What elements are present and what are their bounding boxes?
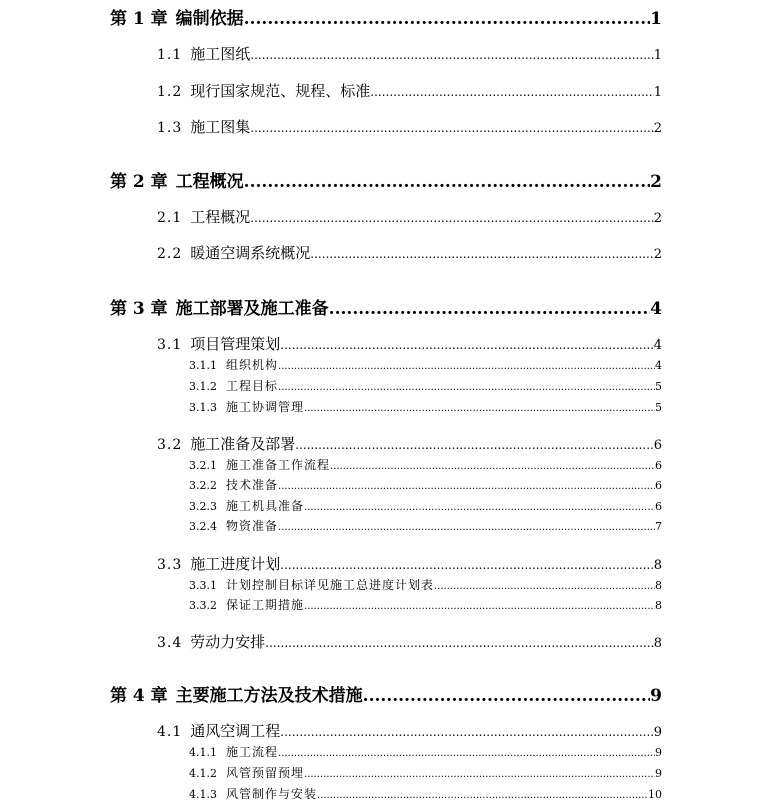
page-number: 2 [653, 247, 662, 262]
dot-leader [280, 558, 653, 572]
page-number: 6 [653, 438, 662, 453]
page-number: 8 [655, 579, 662, 592]
toc-chapter-4[interactable] [110, 681, 662, 705]
subsection-title: 施工准备工作流程 [226, 458, 331, 472]
page-number: 2 [653, 121, 662, 136]
subsection-title: 施工机具准备 [226, 499, 305, 513]
dot-leader [244, 172, 650, 192]
dot-leader [304, 769, 655, 780]
section-title: 项目管理策划 [190, 335, 281, 353]
subsection-number: 4.1.1 [189, 746, 217, 759]
section-number: 1.3 [157, 120, 183, 136]
toc-subsection-3-1-2[interactable] [189, 377, 662, 393]
dot-leader [370, 85, 653, 99]
subsection-title: 物资准备 [226, 519, 279, 533]
toc-section-1-1[interactable] [157, 43, 662, 63]
dot-leader [265, 636, 653, 650]
chapter-title: 工程概况 [175, 172, 244, 192]
subsection-title: 计划控制目标详见施工总进度计划表 [226, 578, 435, 592]
dot-leader [278, 382, 655, 393]
section-title: 施工图集 [190, 118, 251, 136]
toc-subsection-3-2-1[interactable] [189, 456, 662, 472]
section-title: 现行国家规范、规程、标准 [190, 82, 371, 100]
page-number: 1 [653, 85, 662, 100]
chapter-number: 第 3 章 [110, 299, 168, 319]
dot-leader [329, 299, 650, 319]
toc-section-1-3[interactable] [157, 116, 662, 136]
subsection-number: 3.1.1 [189, 359, 217, 372]
toc-chapter-1[interactable] [110, 4, 662, 28]
section-number: 1.2 [157, 84, 183, 100]
toc-section-2-2[interactable] [157, 242, 662, 262]
toc-section-4-1[interactable] [157, 720, 662, 740]
page-number: 6 [655, 479, 662, 492]
dot-leader [280, 338, 653, 352]
subsection-title: 保证工期措施 [226, 598, 305, 612]
dot-leader [278, 748, 655, 759]
toc-subsection-3-2-3[interactable] [189, 497, 662, 513]
subsection-number: 3.2.1 [189, 459, 217, 472]
section-title: 通风空调工程 [190, 722, 281, 740]
toc-subsection-4-1-3[interactable] [189, 785, 662, 801]
subsection-title: 风管制作与安装 [226, 787, 318, 801]
chapter-title: 主要施工方法及技术措施 [175, 686, 363, 706]
dot-leader [244, 9, 650, 29]
subsection-number: 3.1.2 [189, 380, 217, 393]
toc-section-3-4[interactable] [157, 631, 662, 651]
section-number: 2.1 [157, 210, 183, 226]
dot-leader [434, 581, 655, 592]
page-number: 4 [653, 338, 662, 353]
page-number: 8 [653, 558, 662, 573]
toc-subsection-3-1-3[interactable] [189, 398, 662, 414]
page-number: 1 [650, 9, 662, 29]
toc-subsection-4-1-2[interactable] [189, 764, 662, 780]
page-number: 9 [653, 725, 662, 740]
chapter-number: 第 1 章 [110, 9, 168, 29]
subsection-title: 技术准备 [226, 478, 279, 492]
toc-subsection-3-2-2[interactable] [189, 476, 662, 492]
page-number: 10 [648, 788, 662, 801]
section-number: 1.1 [157, 47, 183, 63]
dot-leader [330, 461, 655, 472]
section-title: 施工准备及部署 [190, 435, 296, 453]
page-number: 2 [653, 211, 662, 226]
toc-subsection-3-2-4[interactable] [189, 517, 662, 533]
dot-leader [278, 361, 655, 372]
section-number: 3.3 [157, 557, 183, 573]
subsection-title: 风管预留预埋 [226, 766, 305, 780]
section-number: 3.1 [157, 337, 183, 353]
toc-section-1-2[interactable] [157, 80, 662, 100]
dot-leader [310, 247, 653, 261]
chapter-number: 第 4 章 [110, 686, 168, 706]
page-number: 8 [653, 636, 662, 651]
dot-leader [363, 686, 650, 706]
dot-leader [250, 121, 653, 135]
page-number: 6 [655, 500, 662, 513]
chapter-number: 第 2 章 [110, 172, 168, 192]
subsection-title: 组织机构 [226, 358, 279, 372]
subsection-number: 3.2.2 [189, 479, 217, 492]
section-number: 3.4 [157, 635, 183, 651]
chapter-title: 施工部署及施工准备 [175, 299, 329, 319]
subsection-number: 3.3.1 [189, 579, 217, 592]
page-number: 4 [655, 359, 662, 372]
dot-leader [304, 403, 655, 414]
toc-section-3-2[interactable] [157, 433, 662, 453]
page-number: 4 [650, 299, 662, 319]
page-number: 6 [655, 459, 662, 472]
section-title: 暖通空调系统概况 [190, 244, 311, 262]
page-number: 2 [650, 172, 662, 192]
subsection-number: 3.2.4 [189, 520, 217, 533]
dot-leader [250, 48, 653, 62]
chapter-title: 编制依据 [175, 9, 244, 29]
page-number: 7 [655, 520, 662, 533]
dot-leader [280, 725, 653, 739]
toc-section-2-1[interactable] [157, 206, 662, 226]
page-number: 9 [655, 767, 662, 780]
toc-subsection-3-1-1[interactable] [189, 356, 662, 372]
page-number: 5 [655, 401, 662, 414]
toc-subsection-3-3-2[interactable] [189, 596, 662, 612]
dot-leader [304, 601, 655, 612]
subsection-title: 工程目标 [226, 379, 279, 393]
subsection-number: 4.1.3 [189, 788, 217, 801]
section-number: 3.2 [157, 437, 183, 453]
dot-leader [278, 522, 655, 533]
toc-chapter-2[interactable] [110, 167, 662, 191]
toc-chapter-3[interactable] [110, 294, 662, 318]
subsection-number: 3.3.2 [189, 599, 217, 612]
subsection-title: 施工流程 [226, 745, 279, 759]
dot-leader [250, 211, 653, 225]
page-number: 1 [653, 48, 662, 63]
page-number: 8 [655, 599, 662, 612]
toc-subsection-3-3-1[interactable] [189, 576, 662, 592]
section-title: 施工图纸 [190, 45, 251, 63]
toc-section-3-3[interactable] [157, 553, 662, 573]
page-number: 9 [650, 686, 662, 706]
section-number: 2.2 [157, 246, 183, 262]
section-number: 4.1 [157, 724, 183, 740]
subsection-number: 3.2.3 [189, 500, 217, 513]
section-title: 工程概况 [190, 208, 251, 226]
subsection-number: 4.1.2 [189, 767, 217, 780]
toc-subsection-4-1-1[interactable] [189, 743, 662, 759]
dot-leader [278, 481, 655, 492]
page-number: 5 [655, 380, 662, 393]
section-title: 劳动力安排 [190, 633, 266, 651]
section-title: 施工进度计划 [190, 555, 281, 573]
dot-leader [317, 790, 648, 801]
toc-section-3-1[interactable] [157, 333, 662, 353]
dot-leader [295, 438, 653, 452]
subsection-number: 3.1.3 [189, 401, 217, 414]
page-number: 9 [655, 746, 662, 759]
dot-leader [304, 502, 655, 513]
subsection-title: 施工协调管理 [226, 400, 305, 414]
